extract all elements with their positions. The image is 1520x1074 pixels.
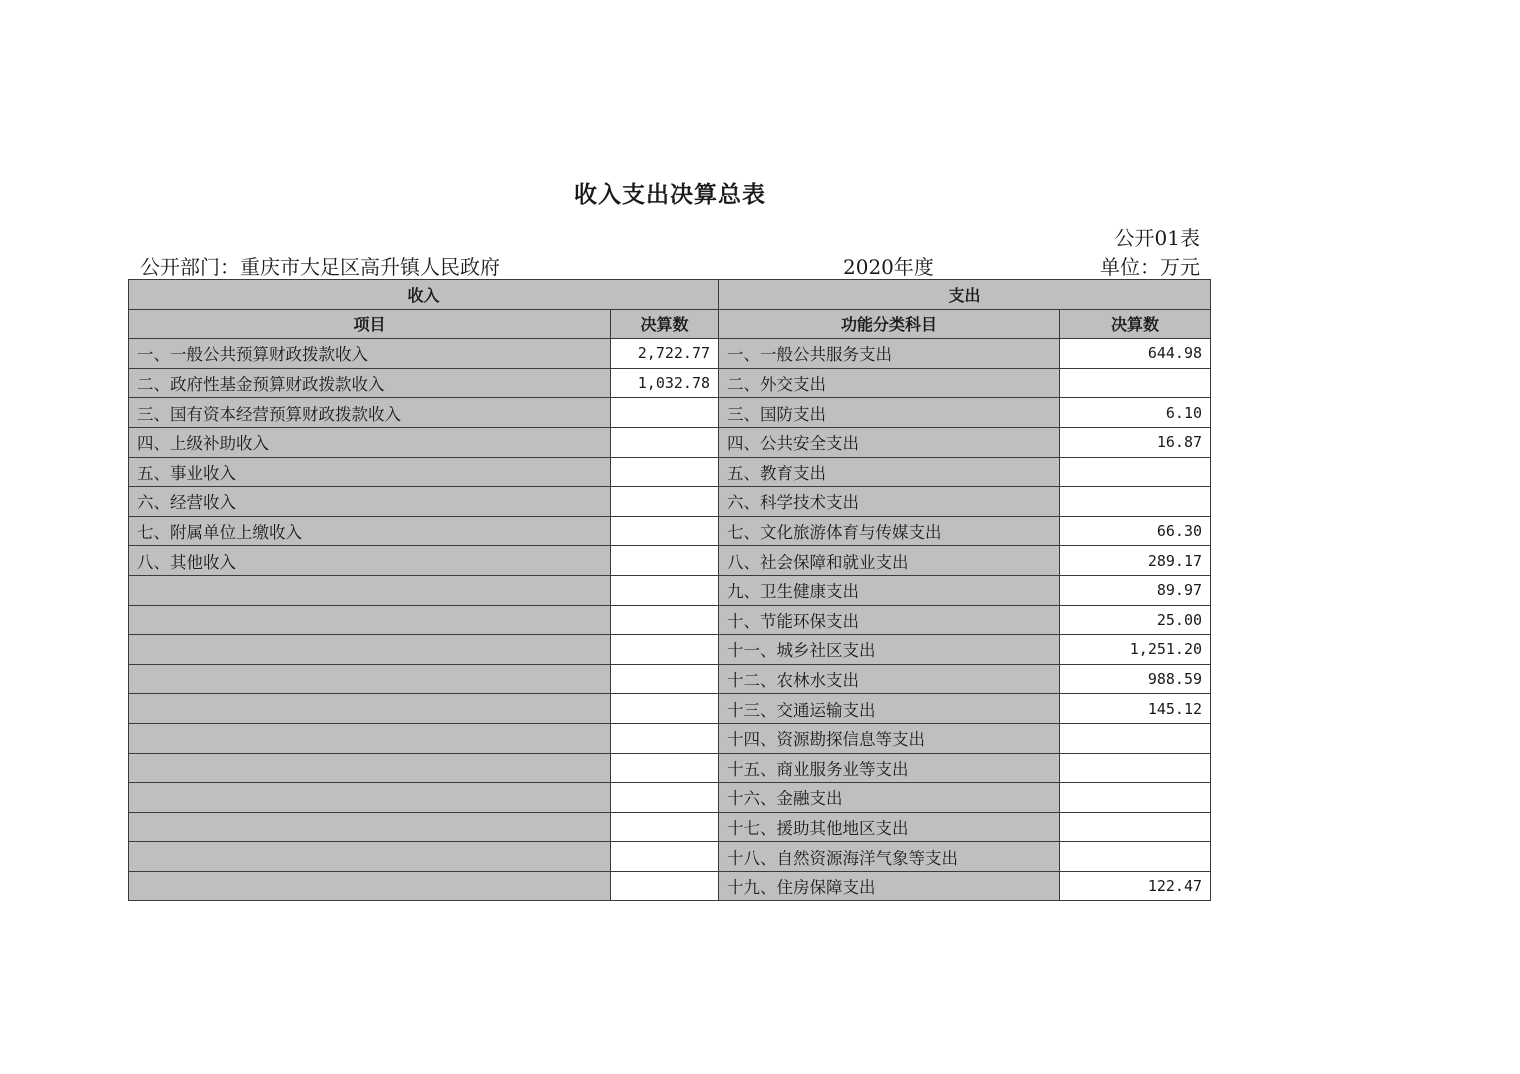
table-row xyxy=(129,753,1211,783)
expense-amount-cell: 6.10 xyxy=(1060,398,1211,428)
income-amount-cell xyxy=(611,723,719,753)
expense-item-cell: 六、科学技术支出 xyxy=(719,487,1060,517)
expense-item-cell: 十二、农林水支出 xyxy=(719,664,1060,694)
expense-item-cell: 十四、资源勘探信息等支出 xyxy=(719,723,1060,753)
table-row xyxy=(129,694,1211,724)
income-amount-cell xyxy=(611,546,719,576)
expense-amount-cell: 289.17 xyxy=(1060,546,1211,576)
year-label: 2020年度 xyxy=(843,255,934,279)
expense-amount-cell: 122.47 xyxy=(1060,871,1211,901)
income-amount-cell xyxy=(611,842,719,872)
income-item-cell: 三、国有资本经营预算财政拨款收入 xyxy=(129,398,611,428)
expense-amount-cell xyxy=(1060,368,1211,398)
income-amount-cell: 2,722.77 xyxy=(611,339,719,369)
income-amount-cell xyxy=(611,694,719,724)
income-item-cell: 七、附属单位上缴收入 xyxy=(129,516,611,546)
income-amount-cell xyxy=(611,516,719,546)
expense-amount-cell: 16.87 xyxy=(1060,427,1211,457)
expense-amount-cell xyxy=(1060,457,1211,487)
expense-item-cell: 十九、住房保障支出 xyxy=(719,871,1060,901)
expense-item-cell: 十五、商业服务业等支出 xyxy=(719,753,1060,783)
expense-amount-cell xyxy=(1060,783,1211,813)
table-row xyxy=(129,605,1211,635)
income-amount-cell xyxy=(611,812,719,842)
income-amount-cell xyxy=(611,457,719,487)
income-amount-cell xyxy=(611,427,719,457)
table-body xyxy=(129,339,1211,901)
income-item-cell: 六、经营收入 xyxy=(129,487,611,517)
income-group-header: 收入 xyxy=(129,280,719,310)
budget-summary-table xyxy=(128,279,1211,901)
income-item-cell xyxy=(129,723,611,753)
column-header-row xyxy=(129,309,1211,339)
expense-item-column-header: 功能分类科目 xyxy=(719,309,1060,339)
form-code: 公开01表 xyxy=(1114,226,1200,250)
table-row xyxy=(129,575,1211,605)
table-row xyxy=(129,427,1211,457)
expense-item-cell: 一、一般公共服务支出 xyxy=(719,339,1060,369)
expense-item-cell: 二、外交支出 xyxy=(719,368,1060,398)
income-amount-cell xyxy=(611,398,719,428)
table-row xyxy=(129,487,1211,517)
expense-amount-cell xyxy=(1060,753,1211,783)
income-item-cell xyxy=(129,575,611,605)
expense-amount-cell: 644.98 xyxy=(1060,339,1211,369)
expense-item-cell: 十三、交通运输支出 xyxy=(719,694,1060,724)
group-header-row xyxy=(129,280,1211,310)
income-item-cell xyxy=(129,605,611,635)
department-label: 公开部门：重庆市大足区高升镇人民政府 xyxy=(140,255,500,279)
income-amount-cell: 1,032.78 xyxy=(611,368,719,398)
expense-amount-cell: 145.12 xyxy=(1060,694,1211,724)
table-row xyxy=(129,812,1211,842)
income-item-cell xyxy=(129,664,611,694)
table-row xyxy=(129,457,1211,487)
expense-item-cell: 十、节能环保支出 xyxy=(719,605,1060,635)
table-row xyxy=(129,546,1211,576)
expense-amount-cell: 988.59 xyxy=(1060,664,1211,694)
expense-amount-cell xyxy=(1060,723,1211,753)
income-item-cell xyxy=(129,635,611,665)
income-item-cell: 八、其他收入 xyxy=(129,546,611,576)
table-row xyxy=(129,339,1211,369)
expense-item-cell: 十一、城乡社区支出 xyxy=(719,635,1060,665)
table-row xyxy=(129,842,1211,872)
expense-amount-cell xyxy=(1060,842,1211,872)
expense-amount-cell: 66.30 xyxy=(1060,516,1211,546)
income-item-cell: 二、政府性基金预算财政拨款收入 xyxy=(129,368,611,398)
income-item-cell xyxy=(129,842,611,872)
expense-item-cell: 三、国防支出 xyxy=(719,398,1060,428)
income-item-cell xyxy=(129,871,611,901)
expense-amount-cell: 89.97 xyxy=(1060,575,1211,605)
expense-item-cell: 十六、金融支出 xyxy=(719,783,1060,813)
income-item-cell xyxy=(129,812,611,842)
table-row xyxy=(129,516,1211,546)
unit-label: 单位：万元 xyxy=(1100,255,1200,279)
table-row xyxy=(129,783,1211,813)
table-row xyxy=(129,664,1211,694)
income-amount-cell xyxy=(611,871,719,901)
income-item-cell: 五、事业收入 xyxy=(129,457,611,487)
meta-row xyxy=(140,251,1200,279)
table-row xyxy=(129,398,1211,428)
expense-item-cell: 九、卫生健康支出 xyxy=(719,575,1060,605)
page-title: 收入支出决算总表 xyxy=(574,182,766,208)
income-item-cell xyxy=(129,783,611,813)
expense-amount-cell xyxy=(1060,812,1211,842)
expense-item-cell: 四、公共安全支出 xyxy=(719,427,1060,457)
income-item-column-header: 项目 xyxy=(129,309,611,339)
expense-amount-cell: 25.00 xyxy=(1060,605,1211,635)
expense-item-cell: 十七、援助其他地区支出 xyxy=(719,812,1060,842)
income-item-cell: 四、上级补助收入 xyxy=(129,427,611,457)
income-item-cell xyxy=(129,694,611,724)
expense-item-cell: 八、社会保障和就业支出 xyxy=(719,546,1060,576)
income-amount-column-header: 决算数 xyxy=(611,309,719,339)
table-row xyxy=(129,368,1211,398)
income-amount-cell xyxy=(611,487,719,517)
expense-amount-cell xyxy=(1060,487,1211,517)
expense-item-cell: 十八、自然资源海洋气象等支出 xyxy=(719,842,1060,872)
income-amount-cell xyxy=(611,664,719,694)
income-amount-cell xyxy=(611,635,719,665)
income-amount-cell xyxy=(611,753,719,783)
income-amount-cell xyxy=(611,575,719,605)
table-row xyxy=(129,723,1211,753)
income-item-cell: 一、一般公共预算财政拨款收入 xyxy=(129,339,611,369)
table-row xyxy=(129,635,1211,665)
income-item-cell xyxy=(129,753,611,783)
income-amount-cell xyxy=(611,605,719,635)
expense-amount-column-header: 决算数 xyxy=(1060,309,1211,339)
income-amount-cell xyxy=(611,783,719,813)
expense-item-cell: 五、教育支出 xyxy=(719,457,1060,487)
expense-group-header: 支出 xyxy=(719,280,1211,310)
expense-item-cell: 七、文化旅游体育与传媒支出 xyxy=(719,516,1060,546)
expense-amount-cell: 1,251.20 xyxy=(1060,635,1211,665)
table-row xyxy=(129,871,1211,901)
